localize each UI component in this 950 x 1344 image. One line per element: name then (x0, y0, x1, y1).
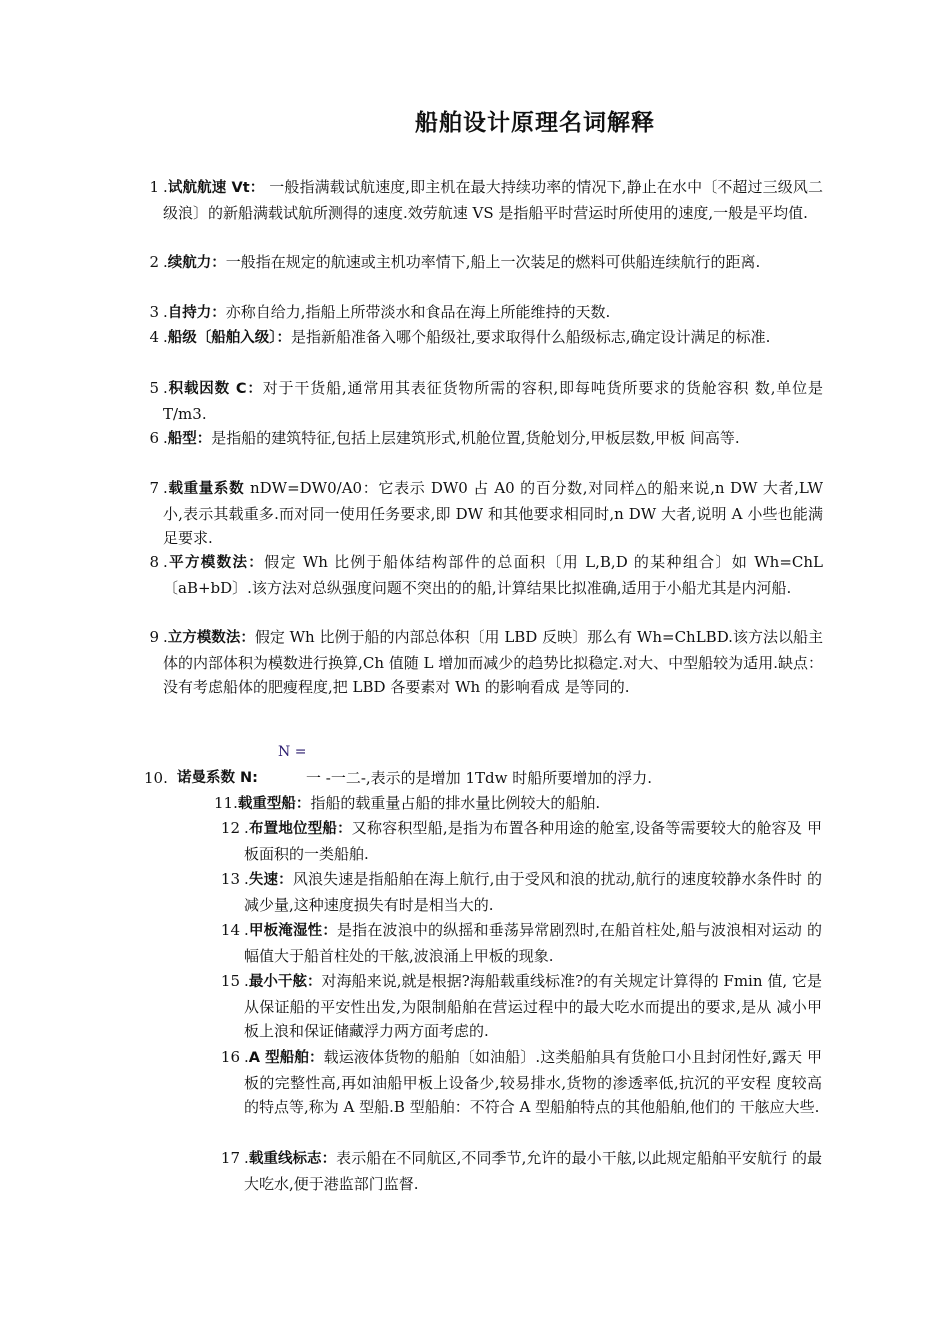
entry-number: 9 (149, 628, 159, 646)
entry-number: 6 (149, 429, 159, 447)
entry-number: 16 (220, 1048, 240, 1066)
definition-entry: 17 .载重线标志：表示船在不同航区,不同季节,允许的最小干舷,以此规定船舶平安航行 的最大吃水,便于港监部门监督. (244, 1146, 822, 1196)
entry-number: 3 (149, 303, 159, 321)
definition-entry: 12 .布置地位型船：又称容积型船,是指为布置各种用途的舱室,设备等需要较大的舱容及 甲板面积的一类船舶. (244, 816, 822, 866)
entry-text: 指船的载重量占船的排水量比例较大的船舶. (310, 794, 601, 812)
entry-text: 又称容积型船,是指为布置各种用途的舱室,设备等需要较大的舱容及 甲板面积的一类船舶. (244, 819, 822, 863)
entry-term: 试航航速 Vt： (167, 180, 265, 196)
entry-text: 风浪失速是指船舶在海上航行,由于受风和浪的扰动,航行的速度较静水条件时 的减少量,这种速度损失有时是相当大的. (244, 870, 823, 914)
entry-text: 表示船在不同航区,不同季节,允许的最小干舷,以此规定船舶平安航行 的最大吃水,便于港监部门监督. (244, 1149, 823, 1193)
entry-number: 15 (220, 972, 240, 990)
definition-entry: 9 .立方模数法：假定 Wh 比例于船的内部总体积〔用 LBD 反映〕那么有 Wh=ChLBD.该方法以船主体的内部体积为模数进行换算,Ch 值随 L 增加而减少的趋势比拟稳定.对大、中型船较为适用.缺点：没有考虑船体的肥瘦程度,把 LBD 各要素对 Wh 的影响看成 是等同的. (163, 625, 823, 700)
definition-entry: 14 .甲板淹湿性：是指在波浪中的纵摇和垂荡异常剧烈时,在船首柱处,船与波浪相对运动 的幅值大于船首柱处的干舷,波浪涌上甲板的现象. (244, 918, 822, 968)
entry-number: 13 (220, 870, 240, 888)
entry-term: 积载因数 C： (167, 381, 263, 397)
entry-number: 2 (149, 253, 159, 271)
entry-text: 对于干货船,通常用其表征货物所需的容积,即每吨货所要求的货舱容积 数,单位是 T/m3. (163, 379, 823, 423)
entry-number: 1 (149, 178, 159, 196)
entry-text: 一般指在规定的航速或主机功率情下,船上一次装足的燃料可供船连续航行的距离. (225, 253, 761, 271)
definition-entry: 1 .试航航速 Vt： 一般指满载试航速度,即主机在最大持续功率的情况下,静止在水中〔不超过三级风二级浪〕的新船满载试航所测得的速度.效劳航速 VS 是指船平时营运时所使用的速度,一般是平均值. (163, 175, 823, 225)
entry-term: 失速： (248, 872, 293, 888)
entry-text: 一般指满载试航速度,即主机在最大持续功率的情况下,静止在水中〔不超过三级风二级浪〕的新船满载试航所测得的速度.效劳航速 VS 是指船平时营运时所使用的速度,一般是平均值. (163, 178, 823, 222)
entry-number: 17 (220, 1149, 240, 1167)
entry-text: 是指新船准备入哪个船级社,要求取得什么船级标志,确定设计满足的标准. (291, 328, 771, 346)
definition-entry: 3 .自持力：亦称自给力,指船上所带淡水和食品在海上所能维持的天数. (163, 300, 823, 326)
entry-term: 最小干舷： (248, 974, 322, 990)
entry-term: 续航力： (167, 255, 226, 271)
entry-text: 假定 Wh 比例于船体结构部件的总面积〔用 L,B,D 的某种组合〕如 Wh=ChL〔aB+bD〕.该方法对总纵强度问题不突出的的船,计算结果比拟准确,适用于小船尤其是内河船. (163, 553, 824, 597)
entry-number: 10. (144, 769, 168, 787)
entry-term: 立方模数法： (167, 630, 255, 646)
page-title: 船舶设计原理名词解释 (415, 110, 655, 136)
entry-term: 船级〔船舶入级〕： (167, 330, 292, 346)
definition-entry: 13 .失速：风浪失速是指船舶在海上航行,由于受风和浪的扰动,航行的速度较静水条件时 的减少量,这种速度损失有时是相当大的. (244, 867, 822, 917)
entry-term: 船型： (167, 431, 212, 447)
definition-entry (214, 791, 822, 817)
entry-term: 诺曼系数 N: (177, 770, 258, 786)
entry-term: 布置地位型船： (248, 821, 352, 837)
definition-entry: 8 .平方模数法：假定 Wh 比例于船体结构部件的总面积〔用 L,B,D 的某种组合〕如 Wh=ChL〔aB+bD〕.该方法对总纵强度问题不突出的的船,计算结果比拟准确,适用于小船尤其是内河船. (163, 550, 823, 600)
entry-term: 平方模数法： (167, 555, 265, 571)
entry-number: 12 (220, 819, 240, 837)
entry-text: 对海船来说,就是根据?海船载重线标准?的有关规定计算得的 Fmin 值, 它是从保证船的平安性出发,为限制船舶在营运过程中的最大吃水而提出的要求,是从 减小甲板上浪和保证储藏浮力两方面考虑的. (244, 972, 822, 1040)
entry-number: 4 (149, 328, 159, 346)
definition-entry: 15 .最小干舷：对海船来说,就是根据?海船载重线标准?的有关规定计算得的 Fmin 值, 它是从保证船的平安性出发,为限制船舶在营运过程中的最大吃水而提出的要求,是从 减小甲板上浪和保证储藏浮力两方面考虑的. (244, 969, 822, 1044)
entry-text: 它表示 DW0 占 A0 的百分数,对同样△的船来说,n DW 大者,LW 小,表示其载重多.而对同一使用任务要求,即 DW 和其他要求相同时,n DW 大者,说明 A 小些也能满足要求. (163, 479, 823, 547)
entry-number: 7 (149, 479, 159, 497)
entry-term: A 型船舶： (248, 1050, 324, 1066)
definition-entry: 16 .A 型船舶：载运液体货物的船舶〔如油船〕.这类船舶具有货舱口小且封闭性好,露天 甲板的完整性高,再如油船甲板上设备少,较易排水,货物的渗透率低,抗沉的平安程 度较高的特点等,称为 A 型船.B 型船舶：不符合 A 型船舶特点的其他船舶,他们的 干舷应大些. (244, 1045, 822, 1120)
entry-term: 载重线标志： (248, 1151, 337, 1167)
entry-term: 自持力： (167, 305, 226, 321)
entry-number: 8 (149, 553, 159, 571)
entry-number: 5 (149, 379, 159, 397)
formula-numerator: N = (278, 744, 307, 760)
definition-entry: 5 .积载因数 C：对于干货船,通常用其表征货物所需的容积,即每吨货所要求的货舱容积 数,单位是 T/m3. (163, 376, 823, 426)
entry-formula: nDW=DW0/A0： (249, 479, 379, 497)
entry-text: 是指船的建筑特征,包括上层建筑形式,机舱位置,货舱划分,甲板层数,甲板 间高等. (211, 429, 740, 447)
entry-text: 载运液体货物的船舶〔如油船〕.这类船舶具有货舱口小且封闭性好,露天 甲板的完整性高,再如油船甲板上设备少,较易排水,货物的渗透率低,抗沉的平安程 度较高的特点等,称为 A 型船.B 型船舶：不符合 A 型船舶特点的其他船舶,他们的 干舷应大些. (244, 1048, 822, 1116)
entry-term: 载重型船： (237, 796, 311, 812)
definition-entry: 7 .载重量系数 nDW=DW0/A0：它表示 DW0 占 A0 的百分数,对同样△的船来说,n DW 大者,LW 小,表示其载重多.而对同一使用任务要求,即 DW 和其他要求相同时,n DW 大者,说明 A 小些也能满足要求. (163, 476, 823, 551)
definition-entry: 6 .船型：是指船的建筑特征,包括上层建筑形式,机舱位置,货舱划分,甲板层数,甲板 间高等. (163, 426, 823, 452)
entry-number: 11. (214, 794, 238, 812)
entry-term: 载重量系数 (167, 481, 250, 497)
entry-number: 14 (220, 921, 240, 939)
entry-term: 甲板淹湿性： (248, 923, 337, 939)
entry-text: 亦称自给力,指船上所带淡水和食品在海上所能维持的天数. (225, 303, 611, 321)
entry-text: 是指在波浪中的纵摇和垂荡异常剧烈时,在船首柱处,船与波浪相对运动 的幅值大于船首柱处的干舷,波浪涌上甲板的现象. (244, 921, 823, 965)
definition-entry: 2 .续航力：一般指在规定的航速或主机功率情下,船上一次装足的燃料可供船连续航行的距离. (163, 250, 823, 276)
entry-text: 一 -一二-,表示的是增加 1Tdw 时船所要增加的浮力. (306, 769, 652, 787)
entry-text: 假定 Wh 比例于船的内部总体积〔用 LBD 反映〕那么有 Wh=ChLBD.该方法以船主体的内部体积为模数进行换算,Ch 值随 L 增加而减少的趋势比拟稳定.对大、中型船较为适用.缺点：没有考虑船体的肥瘦程度,把 LBD 各要素对 Wh 的影响看成 是等同的. (163, 628, 823, 696)
definition-entry: 4 .船级〔船舶入级〕：是指新船准备入哪个船级社,要求取得什么船级标志,确定设计满足的标准. (163, 325, 823, 351)
